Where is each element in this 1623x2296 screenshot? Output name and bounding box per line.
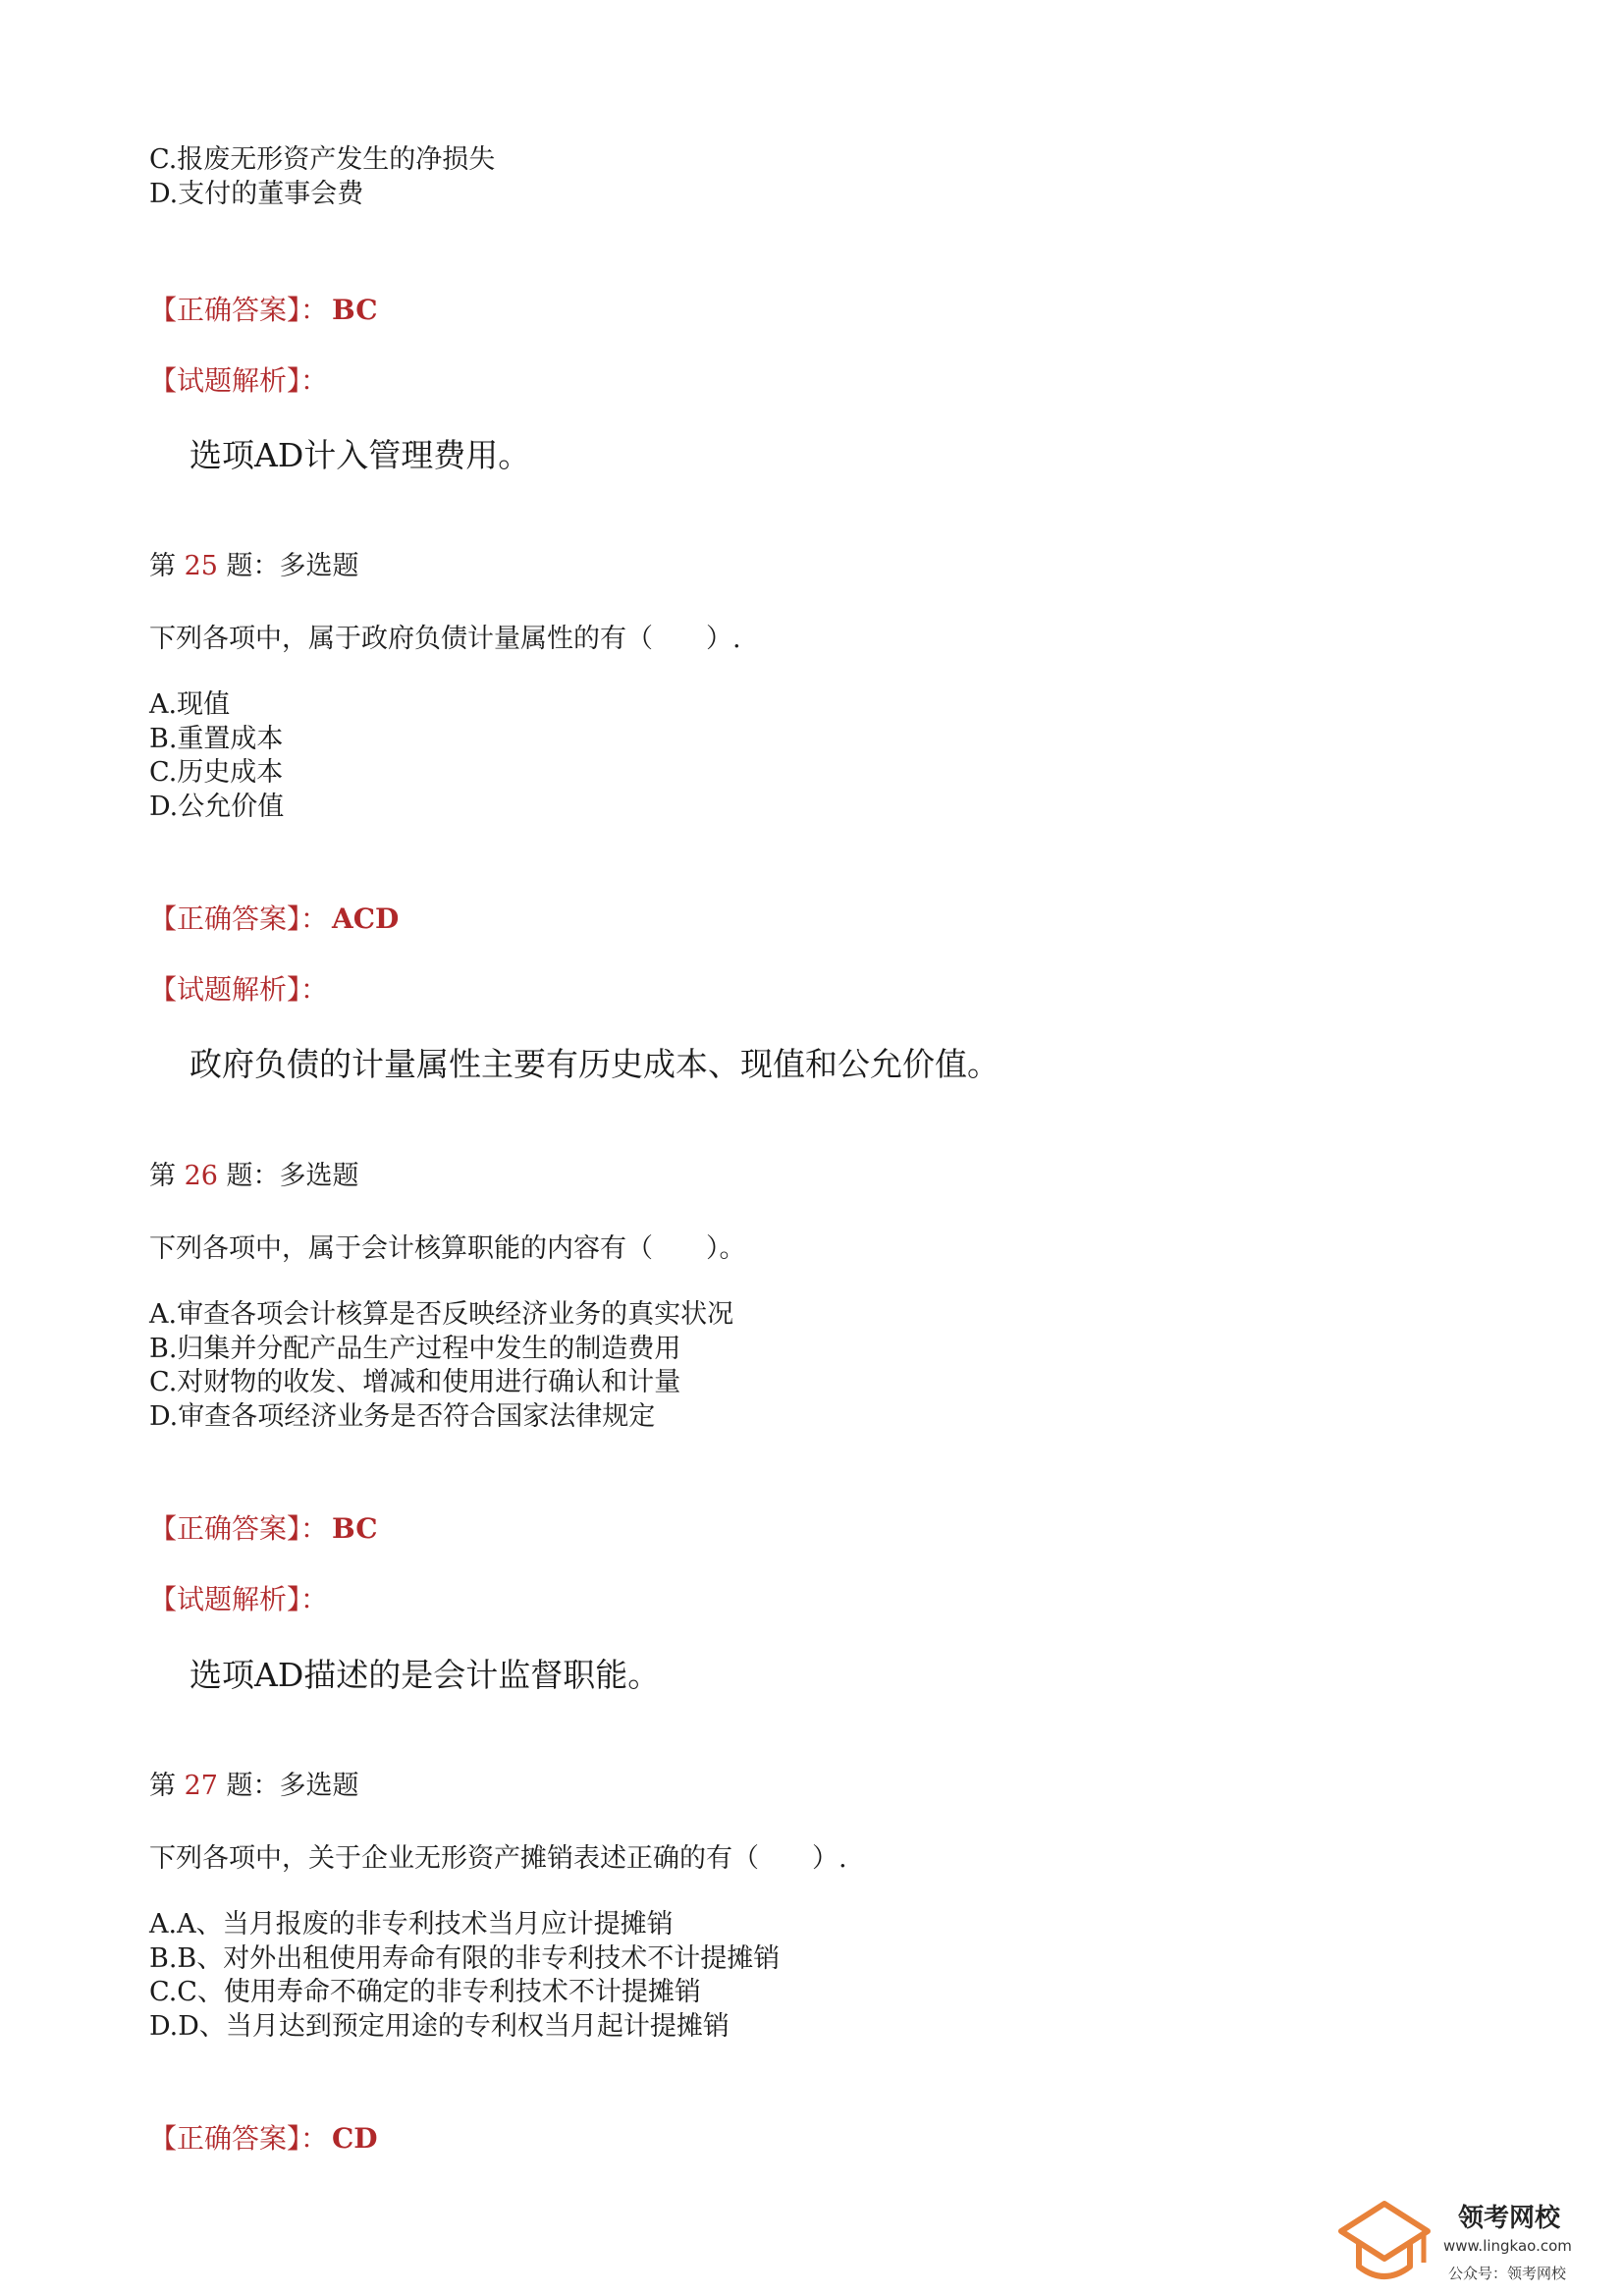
answer-label: 【正确答案】： xyxy=(149,902,329,935)
question-header-26 xyxy=(149,1154,359,1192)
explanation-text-25: 政府负债的计量属性主要有历史成本、现值和公允价值。 xyxy=(189,1045,1000,1083)
answer-25 xyxy=(149,898,399,937)
answer-value: BC xyxy=(332,1512,378,1545)
question-stem-26: 下列各项中，属于会计核算职能的内容有（ ）。 xyxy=(149,1233,746,1264)
option-c-26: C.对财物的收发、增减和使用进行确认和计量 xyxy=(149,1367,681,1397)
question-prefix: 第 xyxy=(149,1161,176,1191)
question-type: 题：多选题 xyxy=(226,1771,359,1801)
option-c-25: C.历史成本 xyxy=(149,757,284,788)
option-b-27: B.B、对外出租使用寿命有限的非专利技术不计提摊销 xyxy=(149,1943,781,1974)
answer-value: ACD xyxy=(332,902,400,935)
question-type: 题：多选题 xyxy=(226,1161,359,1191)
question-stem-27: 下列各项中，关于企业无形资产摊销表述正确的有（ ）. xyxy=(149,1843,847,1874)
option-a-26: A.审查各项会计核算是否反映经济业务的真实状况 xyxy=(149,1299,734,1330)
option-a-27: A.A、当月报废的非专利技术当月应计提摊销 xyxy=(149,1909,674,1940)
graduation-cap-icon xyxy=(1335,2198,1434,2292)
option-b-25: B.重置成本 xyxy=(149,724,284,754)
answer-26 xyxy=(149,1507,378,1547)
answer-27 xyxy=(149,2117,378,2157)
prev-option-c: C.报废无形资产发生的净损失 xyxy=(149,144,496,175)
option-a-25: A.现值 xyxy=(149,689,231,720)
option-b-26: B.归集并分配产品生产过程中发生的制造费用 xyxy=(149,1334,681,1364)
question-number: 25 xyxy=(184,551,218,581)
option-d-25: D.公允价值 xyxy=(149,792,285,822)
lingkao-watermark xyxy=(1335,2198,1600,2292)
answer-label: 【正确答案】： xyxy=(149,1512,329,1545)
question-header-27 xyxy=(149,1764,359,1802)
explanation-text-26: 选项AD描述的是会计监督职能。 xyxy=(189,1656,661,1694)
answer-label: 【正确答案】： xyxy=(149,294,329,326)
prev-option-d: D.支付的董事会费 xyxy=(149,179,364,209)
question-header-25 xyxy=(149,544,359,582)
option-d-26: D.审查各项经济业务是否符合国家法律规定 xyxy=(149,1401,656,1432)
question-prefix: 第 xyxy=(149,1771,176,1801)
prev-answer xyxy=(149,289,378,328)
option-d-27: D.D、当月达到预定用途的专利权当月起计提摊销 xyxy=(149,2011,730,2042)
watermark-name: 领考网校 xyxy=(1458,2204,1561,2233)
watermark-account: 公众号：领考网校 xyxy=(1448,2265,1567,2282)
question-number: 26 xyxy=(184,1161,218,1191)
question-number: 27 xyxy=(184,1771,218,1801)
answer-label: 【正确答案】： xyxy=(149,2122,329,2155)
prev-explanation-text: 选项AD计入管理费用。 xyxy=(189,436,531,474)
option-c-27: C.C、使用寿命不确定的非专利技术不计提摊销 xyxy=(149,1977,701,2007)
question-stem-25: 下列各项中，属于政府负债计量属性的有（ ）. xyxy=(149,624,741,654)
explanation-label-26: 【试题解析】： xyxy=(149,1583,329,1615)
prev-explanation-label: 【试题解析】： xyxy=(149,364,329,397)
watermark-url: www.lingkao.com xyxy=(1443,2237,1572,2255)
answer-value: BC xyxy=(332,294,378,326)
answer-value: CD xyxy=(332,2122,378,2155)
question-type: 题：多选题 xyxy=(226,551,359,581)
explanation-label-25: 【试题解析】： xyxy=(149,973,329,1006)
question-prefix: 第 xyxy=(149,551,176,581)
